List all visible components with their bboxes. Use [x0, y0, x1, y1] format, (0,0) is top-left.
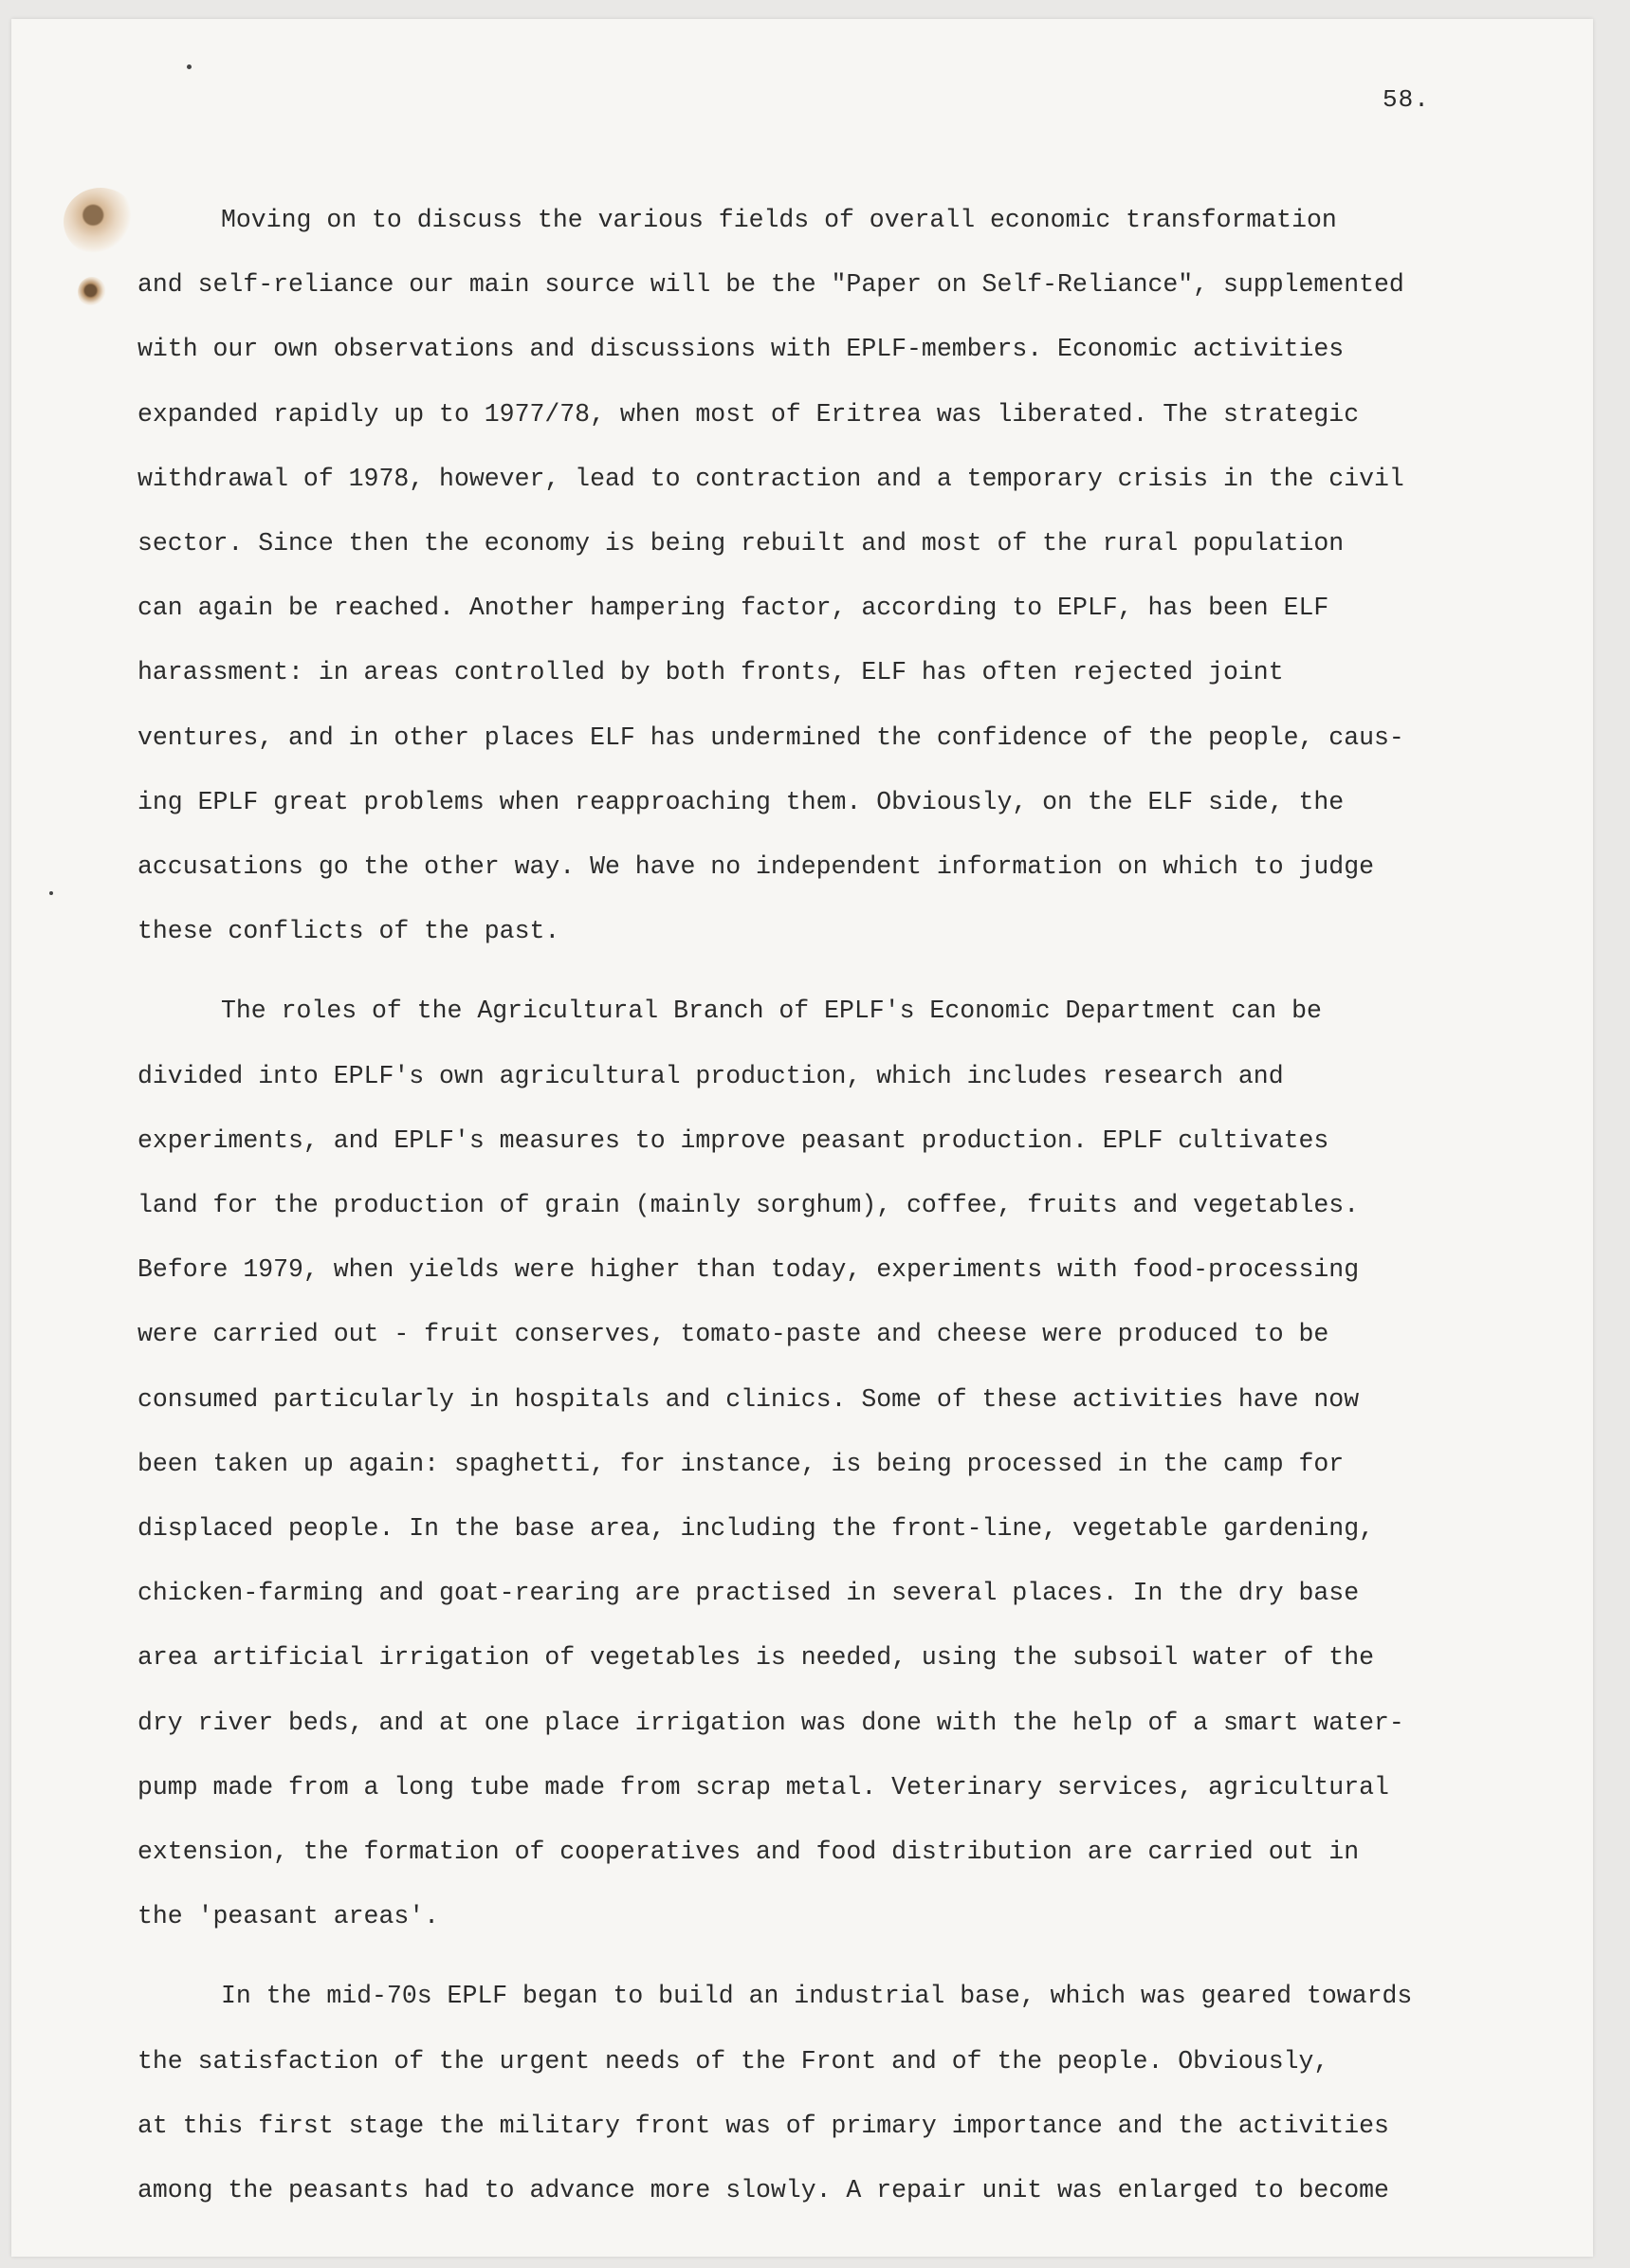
text-line: ventures, and in other places ELF has undermined the confidence of the people, caus-: [137, 722, 1404, 752]
text-line: area artificial irrigation of vegetables is needed, using the subsoil water of the: [137, 1643, 1375, 1673]
text-line: the 'peasant areas'.: [137, 1902, 440, 1931]
document-body: [137, 188, 1503, 2238]
text-line: at this first stage the military front was of primary importance and the activities: [137, 2111, 1389, 2140]
paragraph-2: [137, 979, 1503, 1948]
paper-speck: [187, 64, 192, 69]
text-line: can again be reached. Another hampering factor, according to EPLF, has been ELF: [137, 594, 1329, 623]
text-line: experiments, and EPLF's measures to improve peasant production. EPLF cultivates: [137, 1125, 1329, 1155]
paper-stain: [64, 188, 137, 256]
text-line: pump made from a long tube made from scrap metal. Veterinary services, agricultural: [137, 1772, 1389, 1802]
page-number: 58.: [1383, 85, 1430, 114]
text-line: were carried out - fruit conserves, tomato-paste and cheese were produced to be: [137, 1320, 1329, 1349]
text-line: land for the production of grain (mainly sorghum), coffee, fruits and vegetables.: [137, 1191, 1360, 1220]
text-line: extension, the formation of cooperatives and food distribution are carried out in: [137, 1838, 1360, 1867]
text-line: Moving on to discuss the various fields of overall economic transformation: [221, 206, 1337, 234]
text-line: withdrawal of 1978, however, lead to contraction and a temporary crisis in the civil: [137, 464, 1404, 493]
text-line: accusations go the other way. We have no independent information on which to judge: [137, 852, 1375, 882]
text-line: the satisfaction of the urgent needs of the Front and of the people. Obviously,: [137, 2046, 1329, 2076]
text-line: among the peasants had to advance more slowly. A repair unit was enlarged to become: [137, 2176, 1389, 2205]
document-page: [11, 19, 1593, 2257]
text-line: ing EPLF great problems when reapproaching them. Obviously, on the ELF side, the: [137, 787, 1345, 816]
text-line: chicken-farming and goat-rearing are practised in several places. In the dry base: [137, 1579, 1360, 1608]
text-line: these conflicts of the past.: [137, 917, 560, 946]
text-line: and self-reliance our main source will be the "Paper on Self-Reliance", supplemented: [137, 270, 1404, 300]
text-line: sector. Since then the economy is being rebuilt and most of the rural population: [137, 529, 1345, 558]
text-line: divided into EPLF's own agricultural production, which includes research and: [137, 1061, 1284, 1090]
text-line: consumed particularly in hospitals and clinics. Some of these activities have now: [137, 1384, 1360, 1414]
text-line: expanded rapidly up to 1977/78, when most of Eritrea was liberated. The strategic: [137, 399, 1360, 429]
paper-stain-small: [78, 277, 106, 307]
text-line: In the mid-70s EPLF began to build an industrial base, which was geared towards: [221, 1982, 1413, 2011]
paragraph-1: [137, 188, 1503, 963]
text-line: dry river beds, and at one place irrigation was done with the help of a smart water-: [137, 1708, 1404, 1737]
text-line: Before 1979, when yields were higher than today, experiments with food-processing: [137, 1255, 1360, 1285]
text-line: The roles of the Agricultural Branch of EPLF's Economic Department can be: [221, 997, 1322, 1026]
text-line: been taken up again: spaghetti, for instance, is being processed in the camp for: [137, 1449, 1345, 1478]
paper-speck: [49, 891, 53, 895]
paragraph-3: [137, 1964, 1503, 2222]
text-line: displaced people. In the base area, including the front-line, vegetable gardening,: [137, 1514, 1375, 1544]
text-line: with our own observations and discussions with EPLF-members. Economic activities: [137, 335, 1345, 364]
text-line: harassment: in areas controlled by both fronts, ELF has often rejected joint: [137, 658, 1284, 687]
